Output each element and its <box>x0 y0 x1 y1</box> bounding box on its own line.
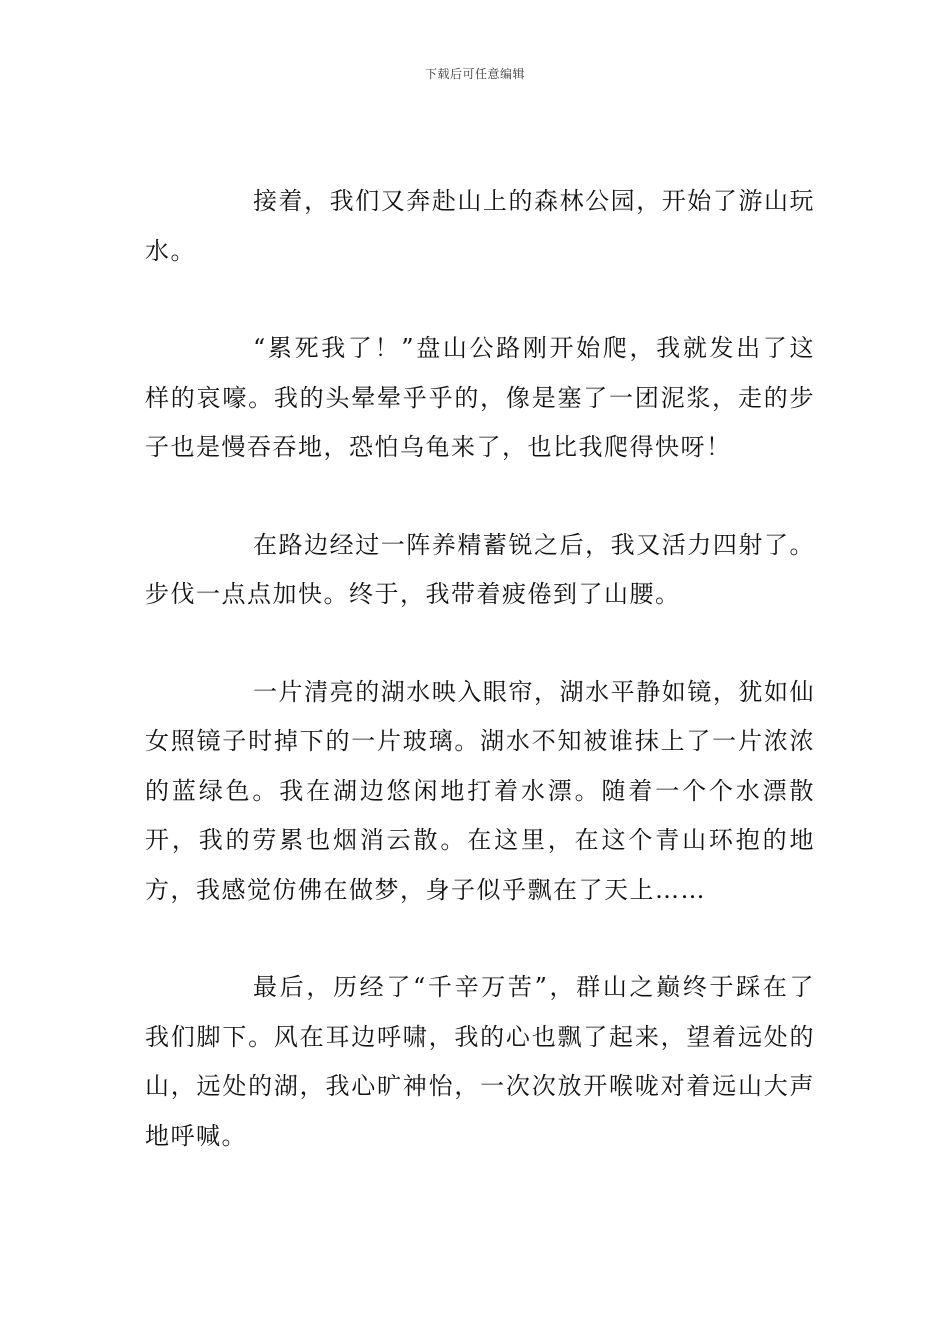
paragraph-2: “累死我了！”盘山公路刚开始爬，我就发出了这样的哀嚎。我的头晕晕乎乎的，像是塞了一团泥浆，走的步子也是慢吞吞地，恐怕乌龟来了，也比我爬得快呀！ <box>145 334 815 461</box>
paragraph-5: 最后，历经了“千辛万苦”，群山之巅终于踩在了我们脚下。风在耳边呼啸，我的心也飘了起来，望着远处的山，远处的湖，我心旷神怡，一次次放开喉咙对着远山大声地呼喊。 <box>145 973 815 1150</box>
document-body <box>145 177 815 1161</box>
paragraph-4: 一片清亮的湖水映入眼帘，湖水平静如镜，犹如仙女照镜子时掉下的一片玻璃。湖水不知被谁抹上了一片浓浓的蓝绿色。我在湖边悠闲地打着水漂。随着一个个水漂散开，我的劳累也烟消云散。在这里，在这个青山环抱的地方，我感觉仿佛在做梦，身子似乎飘在了天上…… <box>145 677 815 904</box>
paragraph-3: 在路边经过一阵养精蓄锐之后，我又活力四射了。步伐一点点加快。终于，我带着疲倦到了山腰。 <box>145 530 815 608</box>
paragraph-1: 接着，我们又奔赴山上的森林公园，开始了游山玩水。 <box>145 187 815 265</box>
page-header: 下载后可任意编辑 <box>424 67 525 81</box>
